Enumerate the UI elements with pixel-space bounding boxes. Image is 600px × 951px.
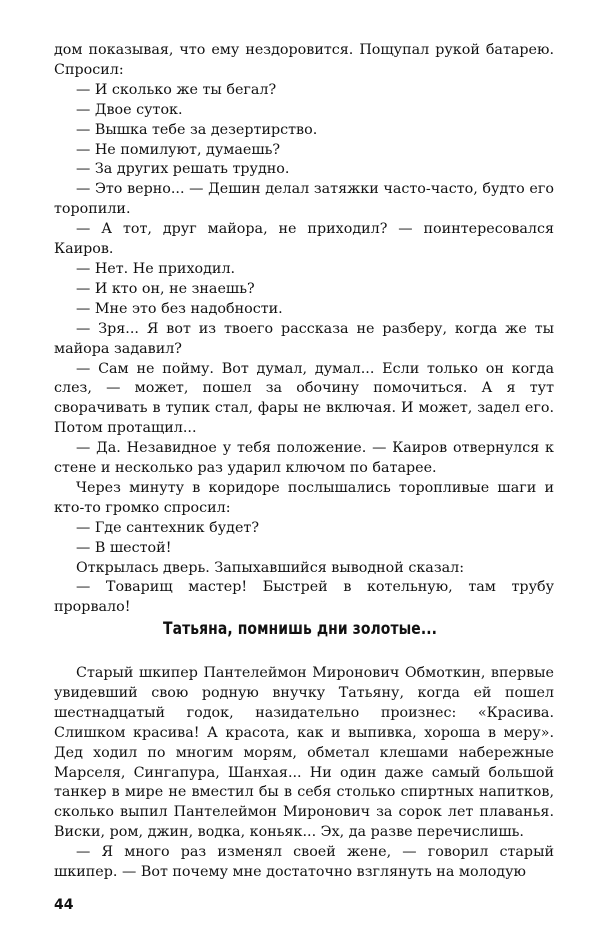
dialogue-line: — И сколько же ты бегал?: [76, 81, 277, 98]
dialogue-line: — Зря... Я вот из твоего рассказа не разберу, когда же ты майора задавил?: [54, 320, 554, 357]
dialogue-line: — Двое суток.: [76, 101, 183, 118]
dialogue-line: — Товарищ мастер! Быстрей в котельную, там трубу прорвало!: [54, 579, 554, 616]
dialogue-line: — Где сантехник будет?: [76, 519, 260, 536]
paragraph: Старый шкипер Пантелеймон Миронович Обмоткин, впервые увидевший свою родную внучку Татьяну, когда ей пошел шестнадцатый годок, назидательно произнес: «Красива. Слишком красива! А красота, как и выпивка, хороша в меру». Дед ходил по многим морям, обметал клешами набережные Марселя, Сингапура, Шанхая... Ни один даже самый большой танкер в мире не вместил бы в себя столько спиртных напитков, сколько выпил Пантелеймон Миронович за сорок лет плаванья. Виски, ром, джин, водка, коньяк... Эх, да разве перечислишь.: [54, 665, 554, 841]
paragraph: Через минуту в коридоре послышались торопливые шаги и кто-то громко спросил:: [54, 479, 554, 516]
dialogue-line: — И кто он, не знаешь?: [76, 280, 255, 297]
chapter-heading: Татьяна, помнишь дни золотые...: [163, 619, 437, 639]
paragraph: Открылась дверь. Запыхавшийся выводной сказал:: [76, 559, 465, 576]
dialogue-line: — Не помилуют, думаешь?: [76, 141, 281, 158]
dialogue-line: — Это верно... — Дешин делал затяжки часто-часто, будто его торопили.: [54, 181, 554, 218]
dialogue-line: — Мне это без надобности.: [76, 300, 283, 317]
dialogue-line: — Сам не пойму. Вот думал, думал... Если только он когда слез, — может, пошел за обочину помочиться. А я тут сворачивать в тупик стал, фары не включая. И может, задел его. Потом протащил...: [54, 360, 554, 437]
dialogue-line: — Вышка тебе за дезертирство.: [76, 121, 318, 138]
dialogue-line: — В шестой!: [76, 539, 172, 556]
dialogue-line: — Нет. Не приходил.: [76, 260, 236, 277]
dialogue-line: — А тот, друг майора, не приходил? — поинтересовался Каиров.: [54, 221, 554, 258]
dialogue-line: — Я много раз изменял своей жене, — говорил старый шкипер. — Вот почему мне достаточно взглянуть на молодую: [54, 844, 554, 881]
paragraph: дом показывая, что ему нездоровится. Пощупал рукой батарею. Спросил:: [54, 42, 554, 78]
page-number: 44: [54, 897, 74, 913]
section-2-text: [54, 664, 554, 883]
dialogue-line: — Да. Незавидное у тебя положение. — Каиров отвернулся к стене и несколько раз ударил ключом по батарее.: [54, 440, 554, 477]
section-1-text: [54, 41, 554, 618]
dialogue-line: — За других решать трудно.: [76, 161, 290, 178]
